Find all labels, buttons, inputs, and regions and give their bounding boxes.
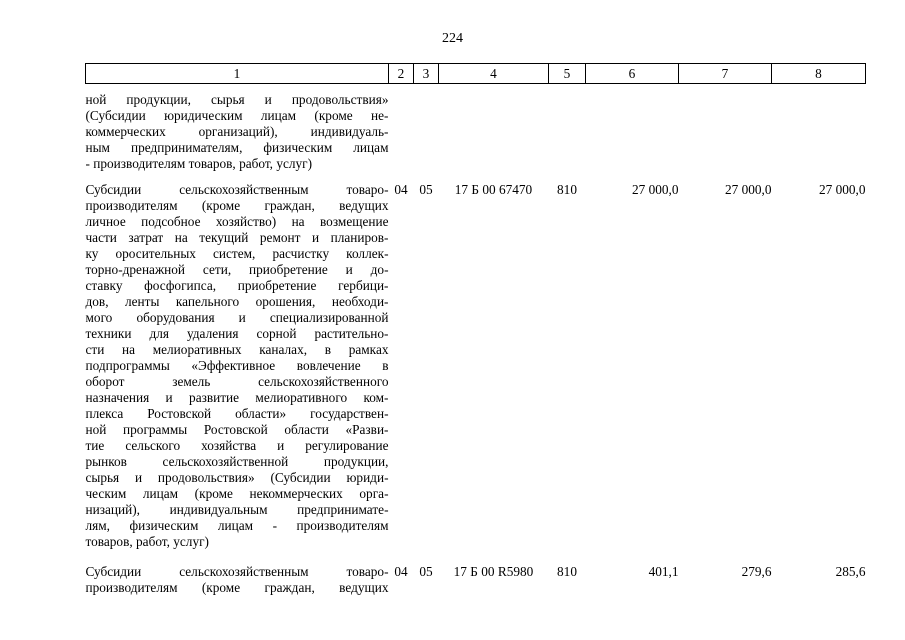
- description-line: ной продукции, сырья и продовольствия»: [85, 92, 389, 107]
- cell-amount-8: 285,6: [835, 564, 866, 579]
- header-col-2: 2: [389, 64, 414, 84]
- cell-amount-6: 401,1: [648, 564, 679, 579]
- description-line: ставку фосфогипса, приобретение гербици-: [85, 278, 389, 293]
- header-col-8: 8: [772, 64, 866, 84]
- cell-expense-type: 810: [557, 182, 577, 197]
- page-number: 224: [442, 31, 463, 46]
- description-line: товаров, работ, услуг): [85, 534, 209, 549]
- cell-target-code: 17 Б 00 67470: [454, 182, 533, 197]
- header-col-1: 1: [86, 64, 389, 84]
- cell-amount-6: 27 000,0: [631, 182, 679, 197]
- description-line: мого оборудования и специализированной: [85, 310, 389, 325]
- description-line: коммерческих организаций), индивидуаль-: [85, 124, 389, 139]
- cell-subsection: 05: [419, 182, 433, 197]
- cell-section: 04: [394, 564, 408, 579]
- header-col-4: 4: [439, 64, 549, 84]
- cell-subsection: 05: [419, 564, 433, 579]
- cell-amount-8: 27 000,0: [818, 182, 866, 197]
- description-line: подпрограммы «Эффективное вовлечение в: [85, 358, 389, 373]
- header-col-6: 6: [586, 64, 679, 84]
- description-line: производителям (кроме граждан, ведущих: [85, 580, 389, 595]
- description-line: ческим лицам (кроме некоммерческих орга-: [85, 486, 389, 501]
- description-line: рынков сельскохозяйственной продукции,: [85, 454, 389, 469]
- row-description: [86, 182, 389, 550]
- description-line: - производителям товаров, работ, услуг): [85, 156, 313, 171]
- header-col-3: 3: [414, 64, 439, 84]
- description-line: сырья и продовольствия» (Субсидии юриди-: [85, 470, 389, 485]
- cell-subsection: [414, 84, 439, 183]
- description-line: оборот земель сельскохозяйственного: [85, 374, 389, 389]
- row-description: [86, 550, 389, 596]
- description-line: ку оросительных систем, расчистку коллек-: [85, 246, 389, 261]
- cell-amount-8: [772, 84, 866, 183]
- cell-amount-7: 279,6: [741, 564, 772, 579]
- header-row: [86, 64, 866, 84]
- budget-table: [85, 63, 866, 596]
- cell-target-code: [439, 84, 549, 183]
- description-line: тие сельского хозяйства и регулирование: [85, 438, 389, 453]
- description-line: Субсидии сельскохозяйственным товаро-: [85, 182, 389, 197]
- description-line: ной программы Ростовской области «Разви-: [85, 422, 389, 437]
- description-line: назначения и развитие мелиоративного ком-: [85, 390, 389, 405]
- table-row: [86, 550, 866, 596]
- description-line: дов, ленты капельного орошения, необходи-: [85, 294, 389, 309]
- cell-target-code: 17 Б 00 R5980: [453, 564, 534, 579]
- description-line: ным предпринимателям, физическим лицам: [85, 140, 389, 155]
- description-line: личное подсобное хозяйство) на возмещение: [85, 214, 389, 229]
- description-line: части затрат на текущий ремонт и планиров-: [85, 230, 389, 245]
- header-col-7: 7: [679, 64, 772, 84]
- description-line: Субсидии сельскохозяйственным товаро-: [85, 564, 389, 579]
- cell-expense-type: 810: [557, 564, 577, 579]
- description-line: техники для удаления сорной растительно-: [85, 326, 389, 341]
- cell-expense-type: [549, 84, 586, 183]
- cell-amount-7: 27 000,0: [724, 182, 772, 197]
- description-line: производителям (кроме граждан, ведущих: [85, 198, 389, 213]
- cell-section: [389, 84, 414, 183]
- description-line: (Субсидии юридическим лицам (кроме не-: [85, 108, 389, 123]
- description-line: лям, физическим лицам - производителям: [85, 518, 389, 533]
- description-line: низаций), индивидуальным предпринимате-: [85, 502, 389, 517]
- table-row: [86, 84, 866, 183]
- row-description: [86, 84, 389, 183]
- table-row: [86, 182, 866, 550]
- cell-amount-6: [586, 84, 679, 183]
- description-line: торно-дренажной сети, приобретение и до-: [85, 262, 389, 277]
- cell-section: 04: [394, 182, 408, 197]
- header-col-5: 5: [549, 64, 586, 84]
- description-line: плекса Ростовской области» государствен-: [85, 406, 389, 421]
- description-line: сти на мелиоративных каналах, в рамках: [85, 342, 389, 357]
- cell-amount-7: [679, 84, 772, 183]
